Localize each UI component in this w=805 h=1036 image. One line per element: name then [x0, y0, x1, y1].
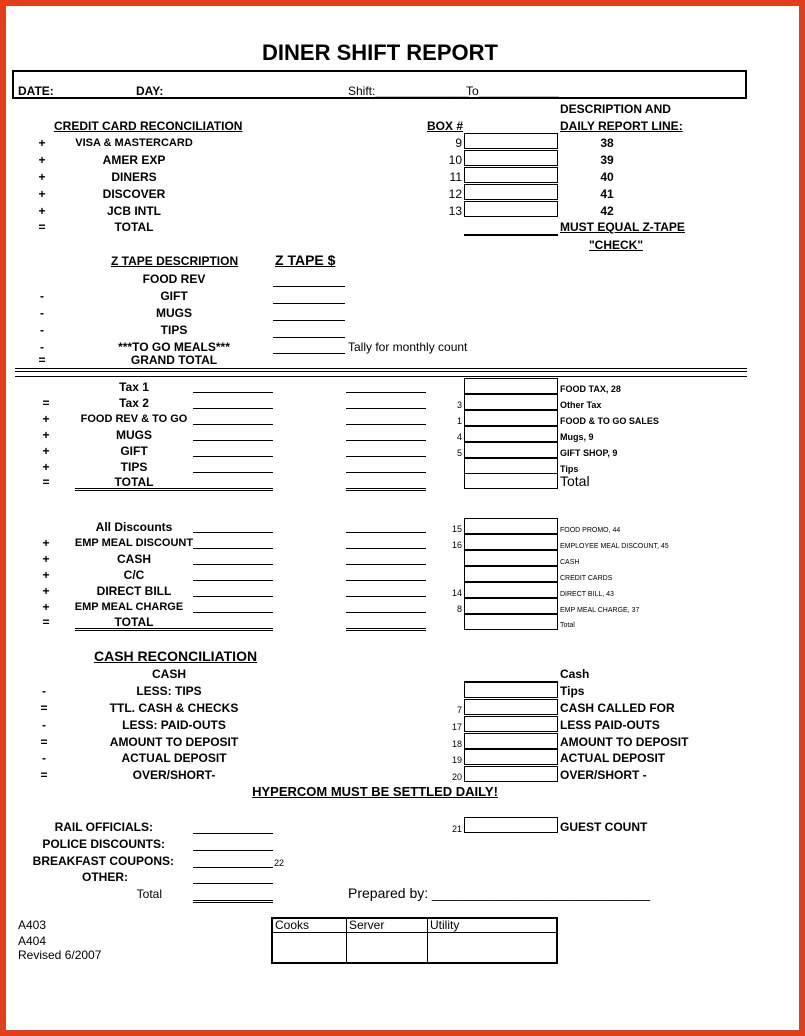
ztape-row-sym: -: [40, 323, 44, 337]
tally-note: Tally for monthly count: [348, 340, 468, 354]
ztape-entry-line[interactable]: [273, 337, 345, 338]
section-a-box-number: 5: [456, 448, 462, 458]
utility-signature-cell[interactable]: [428, 933, 556, 964]
credit-row-line: 42: [600, 204, 614, 218]
credit-row-entry-box[interactable]: [464, 167, 558, 183]
section-b-entry-box[interactable]: [464, 518, 558, 534]
credit-row-sym: +: [38, 170, 46, 184]
credit-heading: CREDIT CARD RECONCILIATION: [54, 119, 243, 133]
ztape-entry-line[interactable]: [273, 286, 345, 287]
section-b-label: DIRECT BILL: [96, 584, 172, 598]
section-b-label: All Discounts: [95, 520, 173, 534]
ztape-row-label: ***TO GO MEALS***: [118, 340, 230, 354]
section-b-desc: CASH: [560, 559, 580, 566]
section-b-box-number: 16: [451, 540, 462, 550]
section-a-label: TOTAL: [114, 475, 154, 489]
section-a-line-2[interactable]: [346, 392, 426, 393]
section-a-line-1[interactable]: [193, 456, 273, 457]
credit-row-box-number: 13: [448, 204, 462, 218]
section-b-label: EMP MEAL CHARGE: [74, 601, 184, 613]
section-a-entry-box[interactable]: [464, 410, 558, 426]
section-a-entry-box[interactable]: [464, 458, 558, 474]
to-label: To____________: [466, 84, 559, 98]
section-a-box-number: 4: [456, 432, 462, 442]
section-a-sym: +: [42, 460, 50, 474]
section-b-desc: Total: [560, 622, 575, 629]
section-a-line-2[interactable]: [346, 408, 426, 409]
section-a-desc: Total: [560, 473, 590, 489]
form-code: A403: [18, 918, 47, 932]
section-b-label: EMP MEAL DISCOUNT: [74, 537, 194, 549]
credit-row-entry-box[interactable]: [464, 201, 558, 217]
section-a-entry-box[interactable]: [464, 394, 558, 410]
section-a-label: FOOD REV & TO GO: [80, 413, 188, 425]
ztape-row-sym: -: [40, 340, 44, 354]
cash-sym: -: [42, 751, 46, 765]
cash-box-number: 7: [456, 705, 462, 715]
misc-total-line[interactable]: [193, 900, 273, 903]
ztape-row-label: GIFT: [160, 289, 188, 303]
cash-entry-box[interactable]: [464, 716, 558, 732]
section-a-label: MUGS: [116, 428, 152, 442]
server-signature-cell[interactable]: [347, 933, 426, 964]
section-a-desc: GIFT SHOP, 9: [560, 448, 618, 458]
section-b-entry-box[interactable]: [464, 582, 558, 598]
day-label: DAY:: [136, 84, 164, 98]
cash-desc: LESS PAID-OUTS: [560, 718, 660, 732]
breakfast-label: BREAKFAST COUPONS:: [32, 854, 174, 868]
misc-total-label: Total: [136, 887, 162, 901]
revision-label: Revised 6/2007: [18, 948, 102, 962]
section-a-label: Tax 2: [119, 396, 149, 410]
section-a-line-1[interactable]: [193, 392, 273, 393]
section-b-line-1[interactable]: [193, 532, 273, 533]
desc-header-1: DESCRIPTION AND: [560, 102, 671, 116]
signature-table: [271, 917, 558, 964]
section-a-sym: +: [42, 444, 50, 458]
signature-col-utility: Utility: [430, 918, 460, 932]
date-label: DATE:: [18, 84, 54, 98]
cash-desc: CASH CALLED FOR: [560, 701, 675, 715]
section-a-line-1[interactable]: [193, 472, 273, 473]
section-a-box-number: 3: [456, 400, 462, 410]
credit-row-label: AMER EXP: [102, 153, 166, 167]
credit-row-sym: +: [38, 187, 46, 201]
section-a-line-1[interactable]: [193, 440, 273, 441]
cash-desc: OVER/SHORT -: [560, 768, 647, 782]
rail-entry-line[interactable]: [193, 833, 273, 834]
cash-label: ACTUAL DEPOSIT: [121, 751, 227, 765]
cash-sym: =: [40, 735, 48, 749]
section-a-total-line-1[interactable]: [75, 488, 273, 491]
section-divider: [15, 368, 747, 372]
credit-row-sym: +: [38, 136, 46, 150]
section-a-line-2[interactable]: [346, 424, 426, 425]
credit-row-sym: +: [38, 204, 46, 218]
credit-row-sym: +: [38, 153, 46, 167]
grand-total-sym: =: [38, 353, 46, 367]
grand-total-label: GRAND TOTAL: [130, 353, 218, 367]
ztape-row-sym: -: [40, 306, 44, 320]
cash-label: AMOUNT TO DEPOSIT: [109, 735, 239, 749]
section-a-desc: Other Tax: [560, 400, 602, 410]
section-b-total-line-2[interactable]: [346, 628, 426, 631]
credit-row-entry-box[interactable]: [464, 184, 558, 200]
ztape-heading: Z TAPE DESCRIPTION: [111, 254, 239, 268]
section-b-line-1[interactable]: [193, 612, 273, 613]
credit-row-label: VISA & MASTERCARD: [75, 137, 193, 149]
section-b-box-number: 14: [451, 588, 462, 598]
police-label: POLICE DISCOUNTS:: [42, 837, 165, 851]
cash-heading: CASH RECONCILIATION: [94, 648, 258, 664]
credit-row-entry-box[interactable]: [464, 133, 558, 149]
breakfast-entry-line[interactable]: [193, 867, 273, 868]
cash-label: LESS: PAID-OUTS: [122, 718, 226, 732]
section-b-box-number: 15: [451, 524, 462, 534]
section-a-total-line-2[interactable]: [346, 488, 426, 491]
section-b-sym: +: [42, 536, 50, 550]
ztape-col-header: Z TAPE $: [275, 252, 336, 268]
credit-note-2: "CHECK": [588, 238, 644, 252]
signature-col-cooks: Cooks: [275, 918, 310, 932]
section-b-desc: EMPLOYEE MEAL DISCOUNT, 45: [560, 543, 669, 550]
cash-sym: -: [42, 718, 46, 732]
section-b-total-line-1[interactable]: [75, 628, 273, 631]
section-b-sym: +: [42, 568, 50, 582]
section-b-line-2[interactable]: [346, 548, 426, 549]
cash-desc: AMOUNT TO DEPOSIT: [560, 735, 689, 749]
section-b-line-2[interactable]: [346, 612, 426, 613]
section-a-entry-box[interactable]: [464, 473, 558, 489]
cash-sym: -: [42, 684, 46, 698]
credit-row-line: 39: [600, 153, 614, 167]
ztape-row-sym: -: [40, 289, 44, 303]
cash-entry-box[interactable]: [464, 699, 558, 715]
rail-label: RAIL OFFICIALS:: [54, 820, 153, 834]
section-a-label: GIFT: [120, 444, 148, 458]
section-b-sym: +: [42, 552, 50, 566]
police-entry-line[interactable]: [193, 850, 273, 851]
ztape-row-label: FOOD REV: [142, 272, 206, 286]
section-a-sym: +: [42, 428, 50, 442]
cooks-signature-cell[interactable]: [273, 933, 345, 964]
credit-row-line: 38: [600, 136, 614, 150]
section-b-line-1[interactable]: [193, 564, 273, 565]
section-b-entry-box[interactable]: [464, 614, 558, 630]
ztape-row-label: MUGS: [156, 306, 192, 320]
form-code: A404: [18, 934, 47, 948]
ztape-entry-line[interactable]: [273, 320, 345, 321]
section-a-line-1[interactable]: [193, 424, 273, 425]
other-entry-line[interactable]: [193, 883, 273, 884]
credit-row-box-number: 9: [455, 136, 462, 150]
cash-sym: =: [40, 768, 48, 782]
credit-total-label: TOTAL: [114, 220, 154, 234]
cash-box-number: 20: [451, 772, 462, 782]
section-b-line-2[interactable]: [346, 532, 426, 533]
credit-row-label: DISCOVER: [102, 187, 166, 201]
desc-header-2: DAILY REPORT LINE:: [560, 119, 683, 133]
cash-label: LESS: TIPS: [136, 684, 202, 698]
box-header: BOX #: [427, 119, 464, 133]
cash-label: CASH: [151, 667, 187, 681]
cash-entry-box[interactable]: [464, 766, 558, 782]
cash-desc: Cash: [560, 667, 590, 681]
shift-label: Shift:______________: [348, 84, 469, 98]
cash-label: TTL. CASH & CHECKS: [109, 701, 239, 715]
section-b-entry-box[interactable]: [464, 566, 558, 582]
cash-box-number: 19: [451, 755, 462, 765]
section-b-line-1[interactable]: [193, 580, 273, 581]
prepared-by: Prepared by: ____________________________: [348, 885, 651, 901]
section-b-sym: =: [42, 615, 50, 629]
guest-box-number: 21: [451, 824, 462, 834]
section-a-label: Tax 1: [119, 380, 149, 394]
section-b-label: CASH: [116, 552, 152, 566]
section-b-label: TOTAL: [114, 615, 154, 629]
section-b-desc: EMP MEAL CHARGE, 37: [560, 607, 640, 614]
ztape-entry-line[interactable]: [273, 303, 345, 304]
credit-row-label: JCB INTL: [107, 204, 161, 218]
cash-desc: Tips: [560, 684, 585, 698]
guest-count-label: GUEST COUNT: [560, 820, 648, 834]
breakfast-box-number: 22: [274, 858, 285, 868]
credit-row-box-number: 12: [448, 187, 462, 201]
section-b-desc: DIRECT BILL, 43: [560, 591, 614, 598]
section-a-desc: Mugs, 9: [560, 432, 594, 442]
section-b-line-2[interactable]: [346, 596, 426, 597]
hypercom-notice: HYPERCOM MUST BE SETTLED DAILY!: [252, 784, 498, 799]
ztape-entry-line[interactable]: [273, 353, 345, 354]
section-b-entry-box[interactable]: [464, 598, 558, 614]
section-a-label: TIPS: [120, 460, 148, 474]
section-a-desc: FOOD & TO GO SALES: [560, 416, 659, 426]
credit-note-1: MUST EQUAL Z-TAPE: [560, 220, 685, 234]
credit-row-entry-box[interactable]: [464, 150, 558, 166]
page-title: DINER SHIFT REPORT: [262, 40, 498, 65]
other-label: OTHER:: [82, 870, 128, 884]
signature-col-server: Server: [349, 918, 385, 932]
credit-row-label: DINERS: [111, 170, 157, 184]
section-b-line-2[interactable]: [346, 564, 426, 565]
section-b-box-number: 8: [456, 604, 462, 614]
cash-entry-box[interactable]: [464, 733, 558, 749]
cash-entry-box[interactable]: [464, 749, 558, 765]
section-b-label: C/C: [123, 568, 145, 582]
section-a-sym: =: [42, 396, 50, 410]
credit-total-line[interactable]: [464, 234, 558, 236]
section-b-desc: CREDIT CARDS: [560, 575, 613, 582]
cash-label: OVER/SHORT-: [132, 768, 216, 782]
cash-box-number: 18: [451, 739, 462, 749]
section-a-entry-box[interactable]: [464, 442, 558, 458]
section-b-line-1[interactable]: [193, 596, 273, 597]
credit-row-box-number: 10: [448, 153, 462, 167]
section-b-line-2[interactable]: [346, 580, 426, 581]
section-divider-thin: [15, 376, 747, 377]
cash-desc: ACTUAL DEPOSIT: [560, 751, 666, 765]
ztape-row-label: TIPS: [160, 323, 188, 337]
cash-box-number: 17: [451, 722, 462, 732]
credit-row-line: 41: [600, 187, 614, 201]
guest-count-box[interactable]: [464, 817, 558, 833]
section-b-entry-box[interactable]: [464, 534, 558, 550]
section-b-line-1[interactable]: [193, 548, 273, 549]
cash-entry-box[interactable]: [464, 682, 558, 698]
section-a-box-number: 1: [456, 416, 462, 426]
section-b-desc: FOOD PROMO, 44: [560, 527, 621, 534]
section-a-line-2[interactable]: [346, 456, 426, 457]
section-b-sym: +: [42, 584, 50, 598]
section-a-entry-box[interactable]: [464, 426, 558, 442]
section-a-desc: Tips: [560, 464, 579, 474]
section-a-line-2[interactable]: [346, 440, 426, 441]
section-b-sym: +: [42, 600, 50, 614]
section-a-entry-box[interactable]: [464, 378, 558, 394]
section-a-sym: =: [42, 475, 50, 489]
section-b-entry-box[interactable]: [464, 550, 558, 566]
section-a-desc: FOOD TAX, 28: [560, 384, 621, 394]
section-a-sym: +: [42, 412, 50, 426]
credit-row-box-number: 11: [449, 170, 462, 184]
cash-sym: =: [40, 701, 48, 715]
credit-row-line: 40: [600, 170, 614, 184]
credit-total-sym: =: [38, 220, 46, 234]
section-a-line-2[interactable]: [346, 472, 426, 473]
section-a-line-1[interactable]: [193, 408, 273, 409]
